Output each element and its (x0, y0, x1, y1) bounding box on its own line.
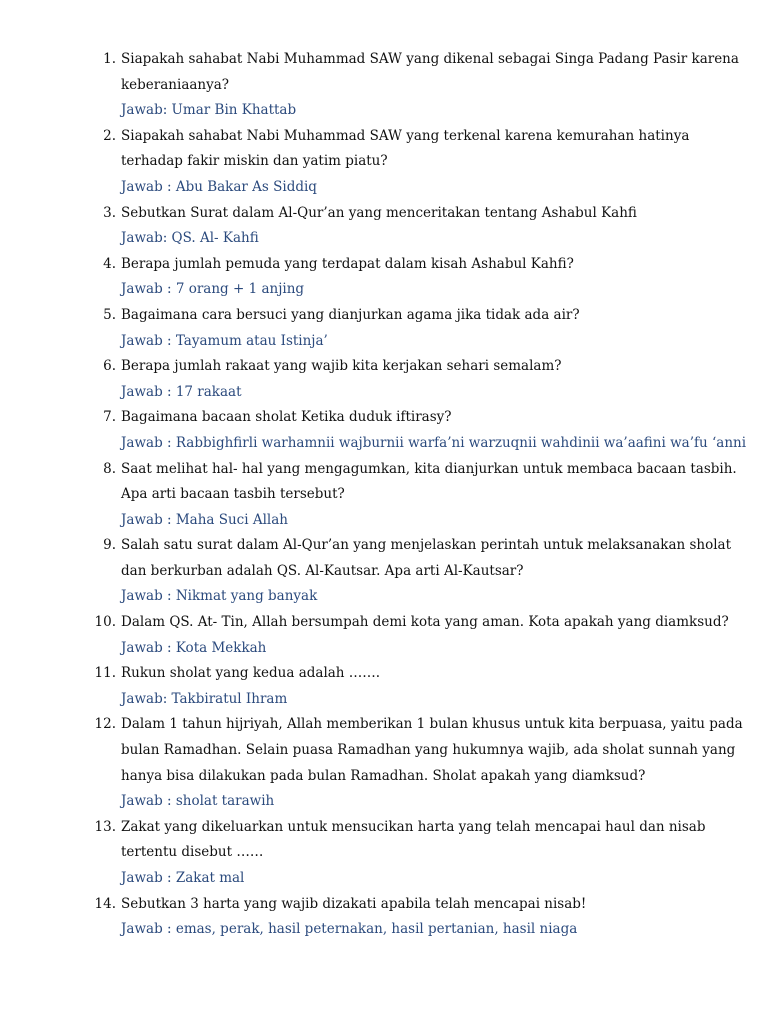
list-item (0, 892, 768, 943)
item-number: 14. (94, 895, 116, 912)
item-number: 10. (94, 614, 116, 631)
list-item (0, 457, 768, 534)
list-item (0, 533, 768, 610)
question-text: Siapakah sahabat Nabi Muhammad SAW yang dikenal sebagai Singa Padang Pasir karena (121, 51, 739, 67)
answer-text: Jawab : emas, perak, hasil peternakan, hasil pertanian, hasil niaga (121, 921, 578, 938)
question-text: Berapa jumlah pemuda yang terdapat dalam kisah Ashabul Kahfi? (121, 255, 574, 272)
item-body (121, 712, 743, 814)
list-item (0, 47, 768, 124)
item-number: 4. (103, 255, 116, 272)
item-body (121, 892, 721, 943)
question-text: bulan Ramadhan. Selain puasa Ramadhan yang hukumnya wajib, ada sholat sunnah yang (121, 742, 736, 759)
item-number: 6. (103, 358, 116, 375)
answer-text: Jawab : Kota Mekkah (121, 639, 267, 656)
item-number: 7. (103, 409, 116, 426)
item-body (121, 815, 721, 892)
question-text: dan berkurban adalah QS. Al-Kautsar. Apa arti Al-Kautsar? (121, 562, 524, 579)
question-text: Sebutkan Surat dalam Al-Qur’an yang menceritakan tentang Ashabul Kahfi (121, 204, 637, 221)
question-text: Bagaimana bacaan sholat Ketika duduk iftirasy? (121, 409, 452, 426)
list-item (0, 252, 768, 303)
question-text: Siapakah sahabat Nabi Muhammad SAW yang terkenal karena kemurahan hatinya (121, 127, 690, 144)
item-number: 12. (94, 716, 116, 733)
item-number: 8. (103, 460, 116, 477)
question-text: tertentu disebut …… (121, 844, 264, 861)
item-body (121, 47, 739, 124)
item-number: 2. (103, 127, 116, 144)
question-text: Zakat yang dikeluarkan untuk mensucikan harta yang telah mencapai haul dan nisab (121, 818, 706, 835)
answer-text: Jawab : 17 rakaat (121, 383, 242, 400)
question-text: Apa arti bacaan tasbih tersebut? (121, 486, 345, 503)
list-item (0, 661, 768, 712)
item-body (121, 354, 721, 405)
item-body (121, 303, 721, 354)
item-body (121, 533, 732, 610)
item-body (121, 457, 737, 534)
list-item (0, 354, 768, 405)
item-number: 3. (103, 204, 116, 221)
item-body (121, 405, 747, 456)
item-body (121, 201, 721, 252)
question-text: terhadap fakir miskin dan yatim piatu? (121, 153, 388, 170)
answer-text: Jawab : 7 orang + 1 anjing (121, 281, 305, 298)
item-number: 1. (103, 51, 116, 67)
list-item (0, 201, 768, 252)
question-text: Sebutkan 3 harta yang wajib dizakati apabila telah mencapai nisab! (121, 895, 587, 912)
question-text: Bagaimana cara bersuci yang dianjurkan agama jika tidak ada air? (121, 306, 580, 323)
answer-text: Jawab : Rabbighfirli warhamnii wajburnii warfa’ni warzuqnii wahdinii wa’aafini wa’fu ‘anni (121, 434, 747, 451)
question-text: Berapa jumlah rakaat yang wajib kita kerjakan sehari semalam? (121, 358, 562, 375)
answer-text: Jawab: Takbiratul Ihram (121, 690, 288, 707)
item-number: 5. (103, 306, 116, 323)
answer-text: Jawab: Umar Bin Khattab (121, 102, 297, 119)
question-text: hanya bisa dilakukan pada bulan Ramadhan. Sholat apakah yang diamksud? (121, 767, 646, 784)
question-text: Rukun sholat yang kedua adalah ……. (121, 665, 381, 682)
item-number: 9. (103, 537, 116, 554)
list-item (0, 303, 768, 354)
question-text: Saat melihat hal- hal yang mengagumkan, kita dianjurkan untuk membaca bacaan tasbih. (121, 460, 737, 477)
item-number: 11. (94, 665, 116, 682)
answer-text: Jawab : Tayamum atau Istinja’ (121, 332, 328, 349)
question-text: Dalam QS. At- Tin, Allah bersumpah demi kota yang aman. Kota apakah yang diamksud? (121, 614, 729, 631)
answer-text: Jawab : Maha Suci Allah (121, 511, 288, 528)
list-item (0, 815, 768, 892)
item-body (121, 124, 721, 201)
question-answer-list (0, 47, 768, 943)
item-body (121, 661, 721, 712)
list-item (0, 405, 768, 456)
list-item (0, 610, 768, 661)
answer-text: Jawab : Abu Bakar As Siddiq (121, 178, 317, 195)
question-text: Salah satu surat dalam Al-Qur’an yang menjelaskan perintah untuk melaksanakan sholat (121, 537, 732, 554)
item-body (121, 252, 721, 303)
answer-text: Jawab : Zakat mal (121, 870, 245, 886)
list-item (0, 712, 768, 814)
question-text: Dalam 1 tahun hijriyah, Allah memberikan 1 bulan khusus untuk kita berpuasa, yaitu pada (121, 716, 743, 733)
item-body (121, 610, 729, 661)
answer-text: Jawab : Nikmat yang banyak (121, 588, 318, 605)
answer-text: Jawab : sholat tarawih (121, 793, 275, 810)
item-number: 13. (94, 818, 116, 835)
question-text: keberaniaanya? (121, 76, 230, 93)
list-item (0, 124, 768, 201)
answer-text: Jawab: QS. Al- Kahfi (121, 230, 259, 247)
